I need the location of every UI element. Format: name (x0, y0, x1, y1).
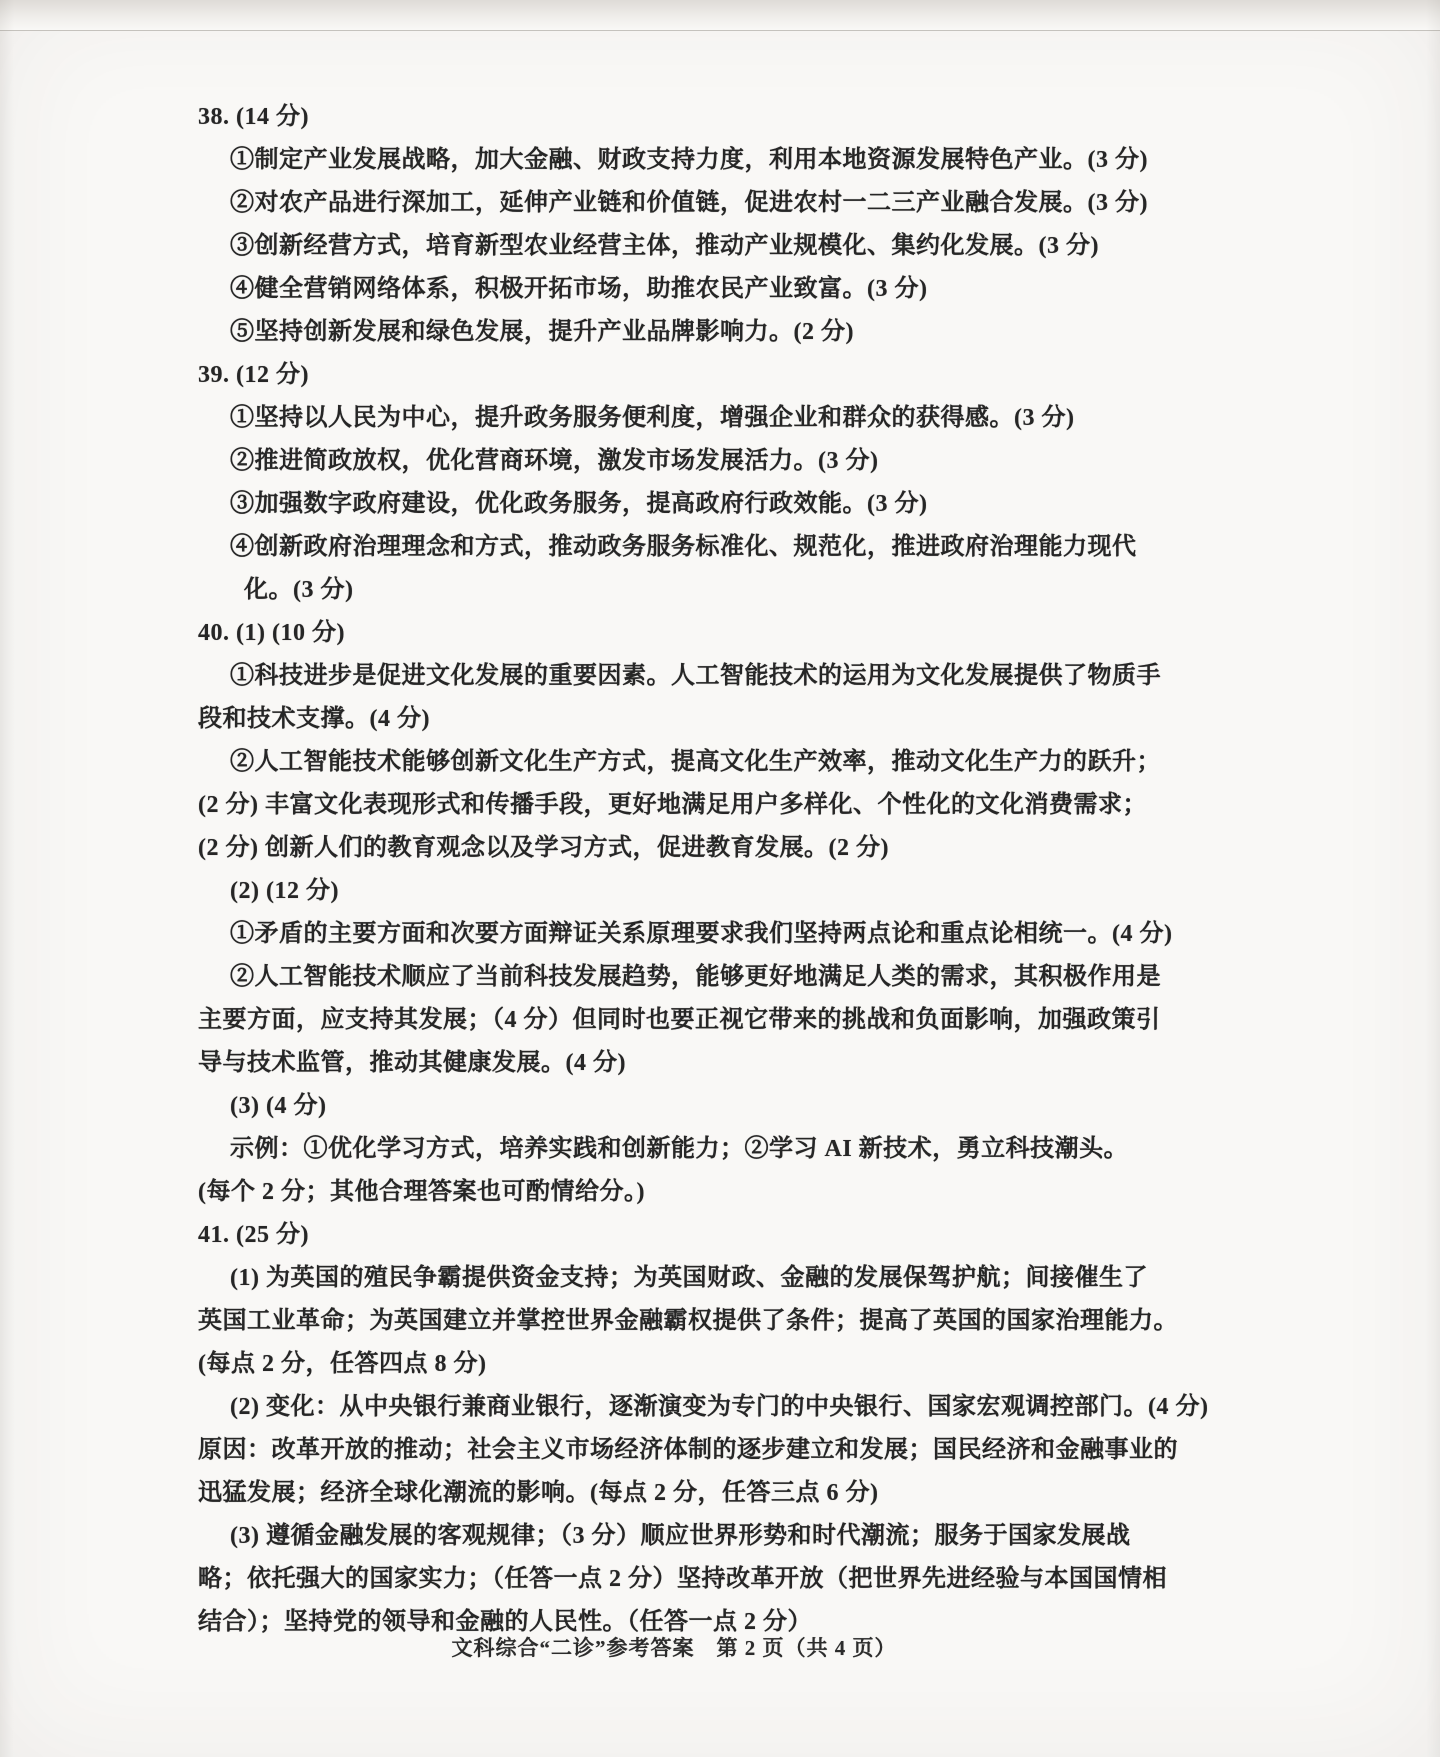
answer-line: 段和技术支撑。(4 分) (198, 706, 430, 732)
answer-line: 导与技术监管，推动其健康发展。(4 分) (198, 1050, 626, 1076)
answer-line: (2) 变化：从中央银行兼商业银行，逐渐演变为专门的中央银行、国家宏观调控部门。(4 分) (230, 1394, 1209, 1420)
answer-line: ③创新经营方式，培育新型农业经营主体，推动产业规模化、集约化发展。(3 分) (230, 233, 1099, 259)
answer-line: 主要方面，应支持其发展；（4 分）但同时也要正视它带来的挑战和负面影响，加强政策引 (198, 1007, 1161, 1033)
scan-left-edge (0, 0, 14, 1757)
answer-line: ①科技进步是促进文化发展的重要因素。人工智能技术的运用为文化发展提供了物质手 (230, 663, 1161, 689)
answer-line: (每个 2 分；其他合理答案也可酌情给分。) (198, 1179, 645, 1205)
answer-line: (每点 2 分，任答四点 8 分) (198, 1351, 487, 1377)
answer-line: 原因：改革开放的推动；社会主义市场经济体制的逐步建立和发展；国民经济和金融事业的 (198, 1437, 1178, 1463)
answer-line: ①坚持以人民为中心，提升政务服务便利度，增强企业和群众的获得感。(3 分) (230, 405, 1075, 431)
answer-line: 40. (1) (10 分) (198, 620, 345, 646)
answer-line: ①制定产业发展战略，加大金融、财政支持力度，利用本地资源发展特色产业。(3 分) (230, 147, 1148, 173)
answer-line: ②人工智能技术顺应了当前科技发展趋势，能够更好地满足人类的需求，其积极作用是 (230, 964, 1161, 990)
answers-body (198, 96, 1400, 1644)
answer-line: 略；依托强大的国家实力；（任答一点 2 分）坚持改革开放（把世界先进经验与本国国情相 (198, 1566, 1167, 1592)
answer-line: 结合）；坚持党的领导和金融的人民性。（任答一点 2 分） (198, 1609, 812, 1635)
answer-line: ①矛盾的主要方面和次要方面辩证关系原理要求我们坚持两点论和重点论相统一。(4 分) (230, 921, 1173, 947)
answer-line: 英国工业革命；为英国建立并掌控世界金融霸权提供了条件；提高了英国的国家治理能力。 (198, 1308, 1178, 1334)
scan-right-edge (1426, 0, 1440, 1757)
scan-top-edge (0, 0, 1440, 31)
answer-line: (3) 遵循金融发展的客观规律；（3 分）顺应世界形势和时代潮流；服务于国家发展战 (230, 1523, 1131, 1549)
answer-line: (2 分) 创新人们的教育观念以及学习方式，促进教育发展。(2 分) (198, 835, 889, 861)
answer-line: (3) (4 分) (230, 1093, 327, 1119)
answer-line: 迅猛发展；经济全球化潮流的影响。(每点 2 分，任答三点 6 分) (198, 1480, 879, 1506)
page-footer: 文科综合“二诊”参考答案 第 2 页（共 4 页） (451, 1636, 897, 1660)
answer-line: ④健全营销网络体系，积极开拓市场，助推农民产业致富。(3 分) (230, 276, 928, 302)
answer-line: ④创新政府治理理念和方式，推动政务服务标准化、规范化，推进政府治理能力现代 (230, 534, 1137, 560)
answer-line: ②对农产品进行深加工，延伸产业链和价值链，促进农村一二三产业融合发展。(3 分) (230, 190, 1148, 216)
answer-line: (2) (12 分) (230, 878, 339, 904)
answer-line: 41. (25 分) (198, 1222, 309, 1248)
answer-line: 39. (12 分) (198, 362, 309, 388)
answer-line: 化。(3 分) (244, 577, 354, 603)
answer-line: ⑤坚持创新发展和绿色发展，提升产业品牌影响力。(2 分) (230, 319, 854, 345)
answer-line: ②推进简政放权，优化营商环境，激发市场发展活力。(3 分) (230, 448, 879, 474)
answer-line: 示例：①优化学习方式，培养实践和创新能力；②学习 AI 新技术，勇立科技潮头。 (230, 1136, 1129, 1162)
answer-line: ②人工智能技术能够创新文化生产方式，提高文化生产效率，推动文化生产力的跃升； (230, 749, 1161, 775)
answer-line: (1) 为英国的殖民争霸提供资金支持；为英国财政、金融的发展保驾护航；间接催生了 (230, 1265, 1148, 1291)
answer-line: ③加强数字政府建设，优化政务服务，提高政府行政效能。(3 分) (230, 491, 928, 517)
answer-line: (2 分) 丰富文化表现形式和传播手段，更好地满足用户多样化、个性化的文化消费需求； (198, 792, 1147, 818)
answer-line: 38. (14 分) (198, 104, 309, 130)
